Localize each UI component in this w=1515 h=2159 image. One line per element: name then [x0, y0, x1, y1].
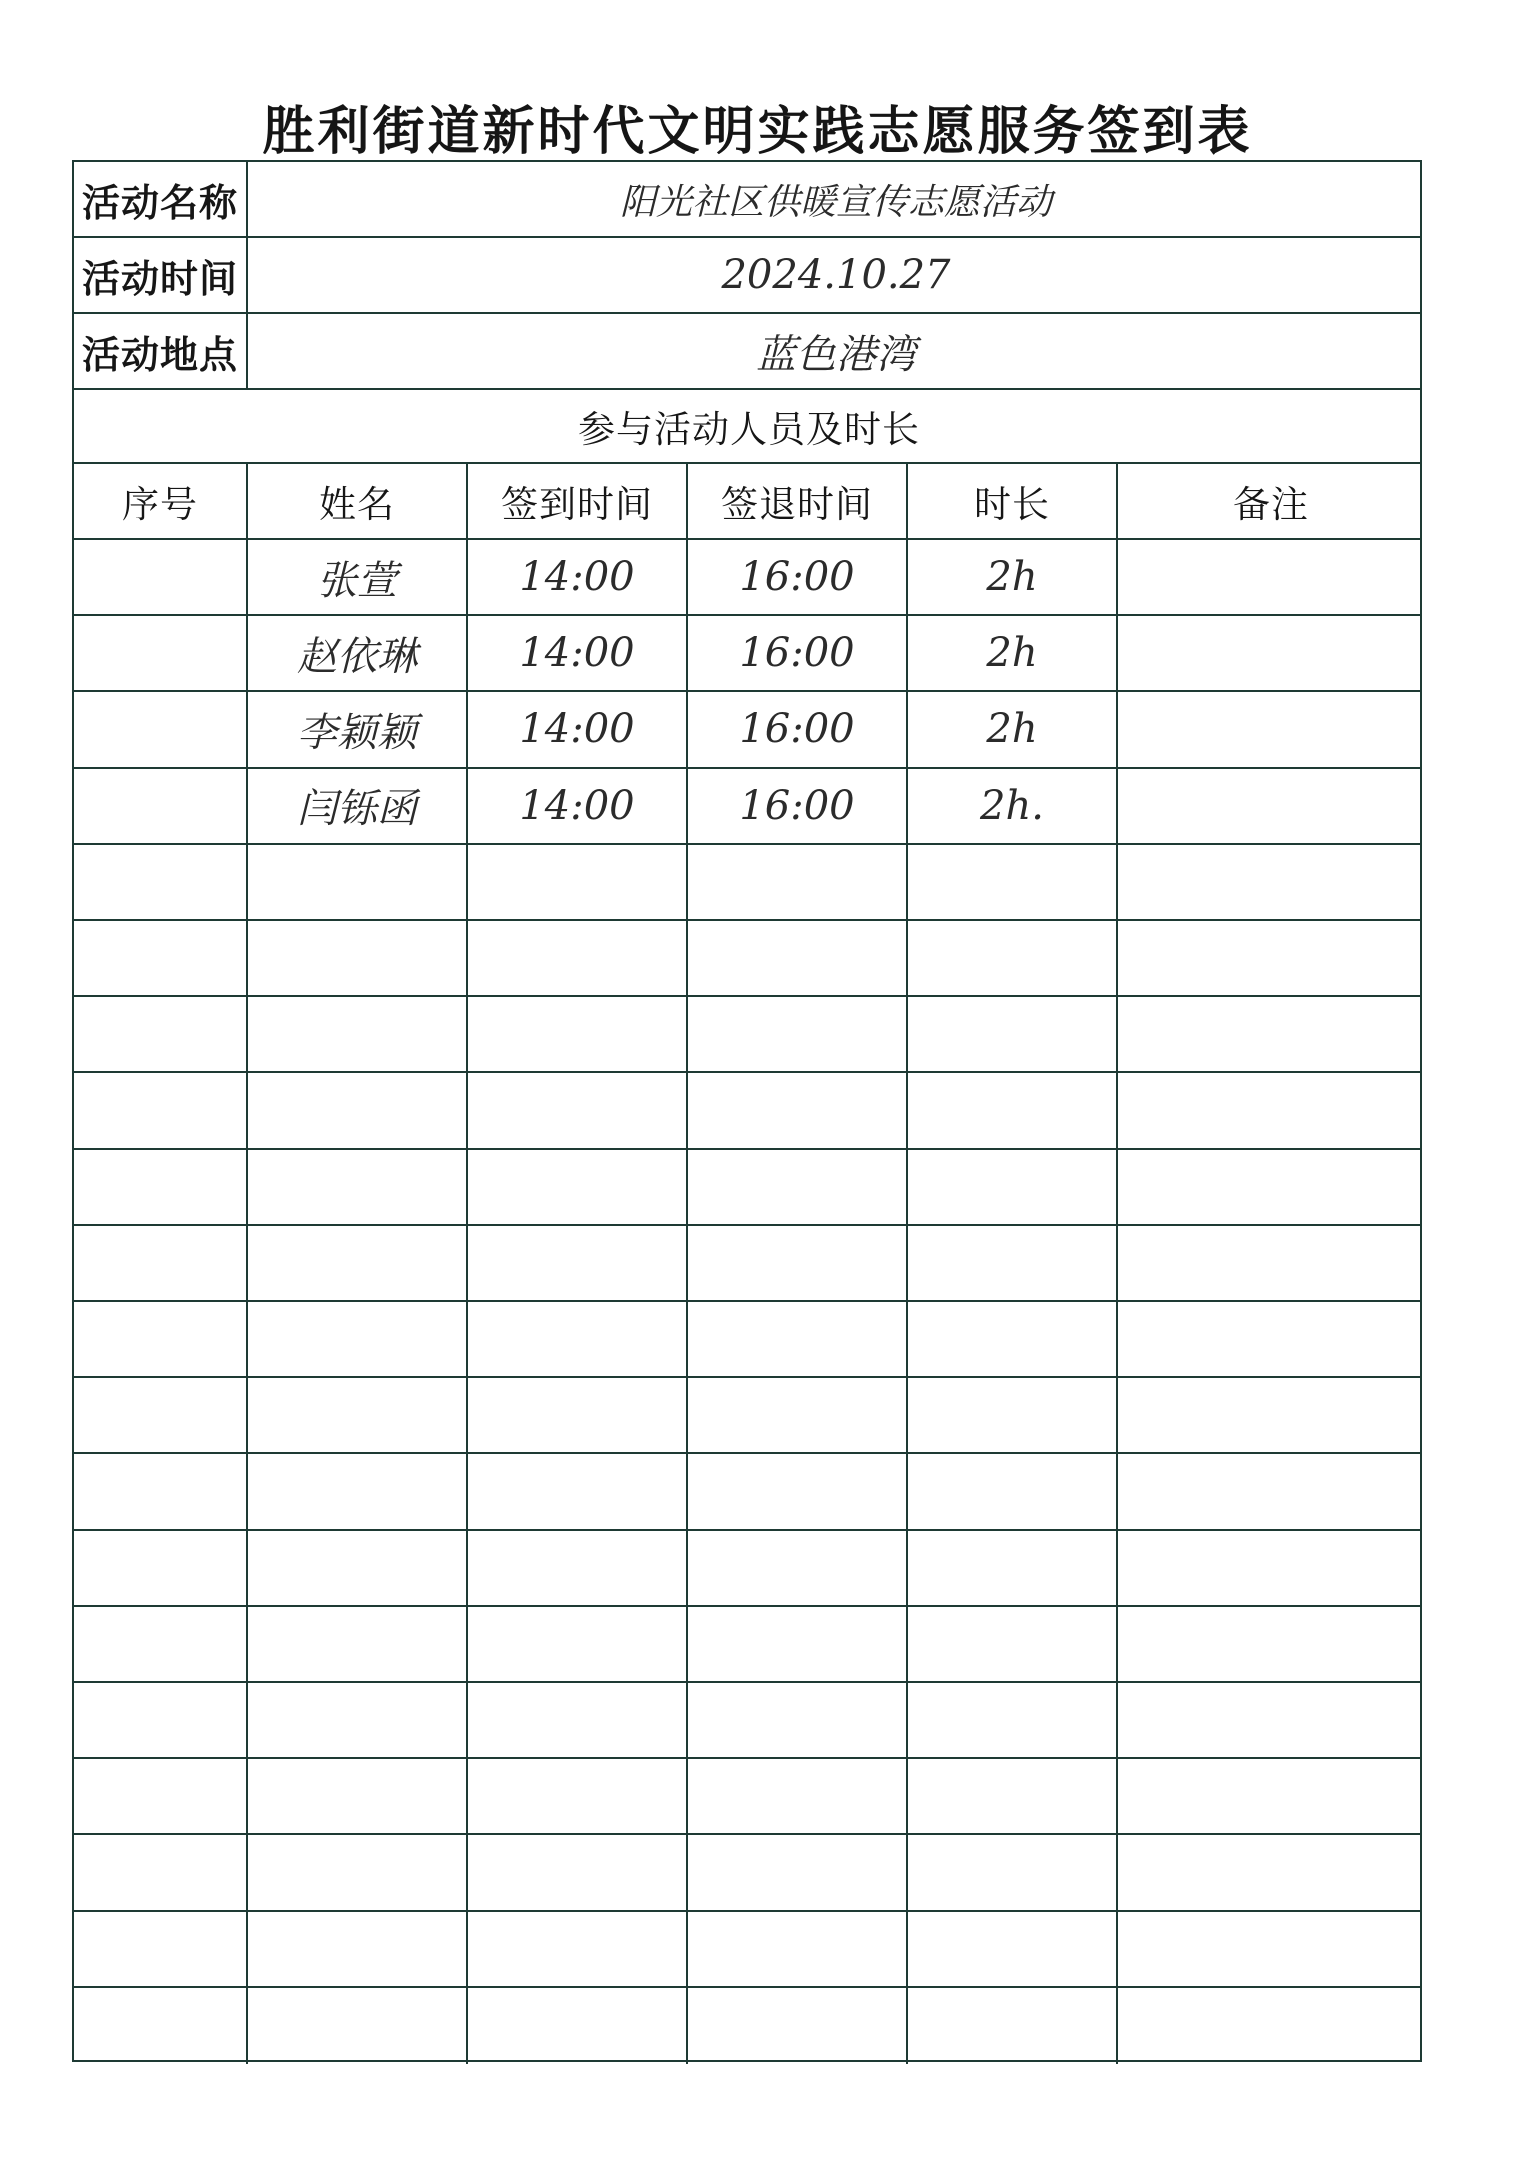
cell-note[interactable] [1118, 1150, 1424, 1224]
table-row [74, 1378, 1420, 1454]
cell-sign-out[interactable] [688, 1302, 908, 1376]
activity-name-row [74, 162, 1420, 238]
cell-seq[interactable] [74, 1454, 248, 1528]
table-row [74, 1150, 1420, 1226]
cell-duration[interactable] [908, 845, 1118, 919]
table-row [74, 1988, 1420, 2064]
participants-header-row [74, 390, 1420, 464]
cell-note[interactable] [1118, 1531, 1424, 1605]
cell-seq[interactable] [74, 769, 248, 843]
table-row [74, 1759, 1420, 1835]
table-row [74, 540, 1420, 616]
table-row [74, 692, 1420, 768]
cell-seq[interactable] [74, 1683, 248, 1757]
table-row [74, 769, 1420, 845]
cell-seq[interactable] [74, 1759, 248, 1833]
cell-seq[interactable] [74, 1912, 248, 1986]
cell-sign-out[interactable] [688, 1759, 908, 1833]
cell-duration[interactable] [908, 1759, 1118, 1833]
table-row [74, 1683, 1420, 1759]
col-header-name: 姓名 [248, 464, 468, 538]
cell-sign-in[interactable] [468, 1454, 688, 1528]
activity-location-label: 活动地点 [74, 314, 248, 388]
cell-name[interactable] [248, 1073, 468, 1147]
col-header-sign-in: 签到时间 [468, 464, 688, 538]
cell-note[interactable] [1118, 1454, 1424, 1528]
cell-note[interactable] [1118, 692, 1424, 766]
cell-name[interactable] [248, 1454, 468, 1528]
participants-header: 参与活动人员及时长 [578, 408, 920, 451]
cell-note[interactable] [1118, 1759, 1424, 1833]
cell-sign-in[interactable] [468, 1683, 688, 1757]
cell-duration[interactable]: 2h. [908, 769, 1118, 843]
cell-sign-out[interactable] [688, 1683, 908, 1757]
cell-sign-in[interactable] [468, 1988, 688, 2064]
cell-duration[interactable]: 2h [908, 540, 1118, 614]
cell-name[interactable] [248, 1835, 468, 1909]
cell-name[interactable] [248, 1531, 468, 1605]
cell-duration[interactable] [908, 1607, 1118, 1681]
cell-seq[interactable] [74, 1302, 248, 1376]
cell-duration[interactable] [908, 1454, 1118, 1528]
cell-sign-in[interactable] [468, 1073, 688, 1147]
cell-sign-in[interactable] [468, 1835, 688, 1909]
col-header-duration: 时长 [908, 464, 1118, 538]
cell-seq[interactable] [74, 845, 248, 919]
cell-seq[interactable] [74, 1226, 248, 1300]
cell-name[interactable] [248, 1150, 468, 1224]
cell-duration[interactable] [908, 997, 1118, 1071]
cell-name[interactable] [248, 921, 468, 995]
table-row [74, 1226, 1420, 1302]
cell-note[interactable] [1118, 1302, 1424, 1376]
table-row [74, 1607, 1420, 1683]
cell-name[interactable] [248, 1607, 468, 1681]
table-row [74, 845, 1420, 921]
cell-sign-out[interactable] [688, 921, 908, 995]
cell-duration[interactable] [908, 1226, 1118, 1300]
activity-location-row [74, 314, 1420, 390]
cell-seq[interactable] [74, 1378, 248, 1452]
cell-sign-in[interactable] [468, 1531, 688, 1605]
cell-seq[interactable] [74, 1835, 248, 1909]
cell-note[interactable] [1118, 1226, 1424, 1300]
cell-sign-in[interactable]: 14:00 [468, 616, 688, 690]
cell-duration[interactable] [908, 1150, 1118, 1224]
cell-sign-in[interactable] [468, 1607, 688, 1681]
cell-note[interactable] [1118, 997, 1424, 1071]
cell-sign-out[interactable]: 16:00 [688, 692, 908, 766]
cell-note[interactable] [1118, 1073, 1424, 1147]
cell-seq[interactable] [74, 1531, 248, 1605]
cell-note[interactable] [1118, 845, 1424, 919]
cell-sign-out[interactable] [688, 1454, 908, 1528]
cell-duration[interactable] [908, 1912, 1118, 1986]
cell-sign-in[interactable]: 14:00 [468, 692, 688, 766]
cell-note[interactable] [1118, 921, 1424, 995]
cell-sign-out[interactable] [688, 997, 908, 1071]
cell-sign-in[interactable] [468, 845, 688, 919]
cell-duration[interactable]: 2h [908, 692, 1118, 766]
cell-seq[interactable] [74, 540, 248, 614]
activity-time-row [74, 238, 1420, 314]
cell-name[interactable]: 李颖颖 [248, 692, 468, 766]
cell-duration[interactable] [908, 1073, 1118, 1147]
activity-time-label: 活动时间 [74, 238, 248, 312]
cell-seq[interactable] [74, 692, 248, 766]
activity-time-value[interactable]: 2024.10.27 [721, 252, 951, 298]
cell-duration[interactable]: 2h [908, 616, 1118, 690]
cell-duration[interactable] [908, 1378, 1118, 1452]
cell-seq[interactable] [74, 1988, 248, 2064]
cell-name[interactable] [248, 1226, 468, 1300]
cell-name[interactable]: 赵依琳 [248, 616, 468, 690]
activity-location-value[interactable]: 蓝色港湾 [756, 331, 916, 378]
cell-note[interactable] [1118, 1378, 1424, 1452]
cell-sign-out[interactable] [688, 1150, 908, 1224]
cell-sign-out[interactable] [688, 1607, 908, 1681]
cell-name[interactable] [248, 845, 468, 919]
cell-duration[interactable] [908, 1302, 1118, 1376]
cell-seq[interactable] [74, 1150, 248, 1224]
cell-name[interactable]: 张萱 [248, 540, 468, 614]
cell-sign-out[interactable] [688, 1073, 908, 1147]
cell-sign-out[interactable] [688, 1988, 908, 2064]
cell-sign-in[interactable]: 14:00 [468, 540, 688, 614]
cell-seq[interactable] [74, 997, 248, 1071]
table-row [74, 921, 1420, 997]
column-header-row [74, 464, 1420, 540]
table-row [74, 1073, 1420, 1149]
cell-sign-in[interactable] [468, 1759, 688, 1833]
cell-sign-in[interactable] [468, 1912, 688, 1986]
cell-note[interactable] [1118, 1912, 1424, 1986]
cell-sign-out[interactable] [688, 1531, 908, 1605]
cell-name[interactable] [248, 1683, 468, 1757]
cell-note[interactable] [1118, 1988, 1424, 2064]
cell-duration[interactable] [908, 1835, 1118, 1909]
cell-sign-in[interactable]: 14:00 [468, 769, 688, 843]
cell-duration[interactable] [908, 1988, 1118, 2064]
cell-name[interactable] [248, 1912, 468, 1986]
cell-note[interactable] [1118, 1683, 1424, 1757]
table-row [74, 1302, 1420, 1378]
table-row [74, 997, 1420, 1073]
cell-note[interactable] [1118, 1835, 1424, 1909]
col-header-seq: 序号 [74, 464, 248, 538]
cell-sign-in[interactable] [468, 997, 688, 1071]
cell-sign-out[interactable]: 16:00 [688, 769, 908, 843]
table-row [74, 1531, 1420, 1607]
col-header-note: 备注 [1233, 483, 1309, 526]
activity-name-label: 活动名称 [74, 162, 248, 236]
cell-sign-in[interactable] [468, 921, 688, 995]
table-row [74, 1912, 1420, 1988]
cell-sign-in[interactable] [468, 1378, 688, 1452]
cell-sign-out[interactable] [688, 845, 908, 919]
cell-note[interactable] [1118, 1607, 1424, 1681]
cell-name[interactable] [248, 1302, 468, 1376]
cell-name[interactable] [248, 1988, 468, 2064]
cell-seq[interactable] [74, 616, 248, 690]
cell-name[interactable] [248, 1759, 468, 1833]
table-row [74, 1454, 1420, 1530]
cell-sign-out[interactable] [688, 1378, 908, 1452]
cell-name[interactable] [248, 997, 468, 1071]
activity-name-value[interactable]: 阳光社区供暖宣传志愿活动 [619, 181, 1052, 223]
cell-note[interactable] [1118, 769, 1424, 843]
cell-seq[interactable] [74, 1073, 248, 1147]
cell-sign-out[interactable]: 16:00 [688, 540, 908, 614]
cell-seq[interactable] [74, 921, 248, 995]
cell-sign-out[interactable] [688, 1912, 908, 1986]
cell-sign-out[interactable] [688, 1835, 908, 1909]
sheet-title: 胜利街道新时代文明实践志愿服务签到表 [262, 102, 1253, 162]
cell-duration[interactable] [908, 921, 1118, 995]
table-row [74, 616, 1420, 692]
cell-name[interactable]: 闫铄函 [248, 769, 468, 843]
cell-seq[interactable] [74, 1607, 248, 1681]
cell-sign-out[interactable] [688, 1226, 908, 1300]
cell-duration[interactable] [908, 1531, 1118, 1605]
col-header-sign-out: 签退时间 [688, 464, 908, 538]
sign-in-form [72, 160, 1422, 2062]
cell-note[interactable] [1118, 540, 1424, 614]
cell-sign-in[interactable] [468, 1226, 688, 1300]
cell-name[interactable] [248, 1378, 468, 1452]
cell-note[interactable] [1118, 616, 1424, 690]
cell-sign-in[interactable] [468, 1302, 688, 1376]
cell-sign-in[interactable] [468, 1150, 688, 1224]
table-row [74, 1835, 1420, 1911]
cell-sign-out[interactable]: 16:00 [688, 616, 908, 690]
cell-duration[interactable] [908, 1683, 1118, 1757]
